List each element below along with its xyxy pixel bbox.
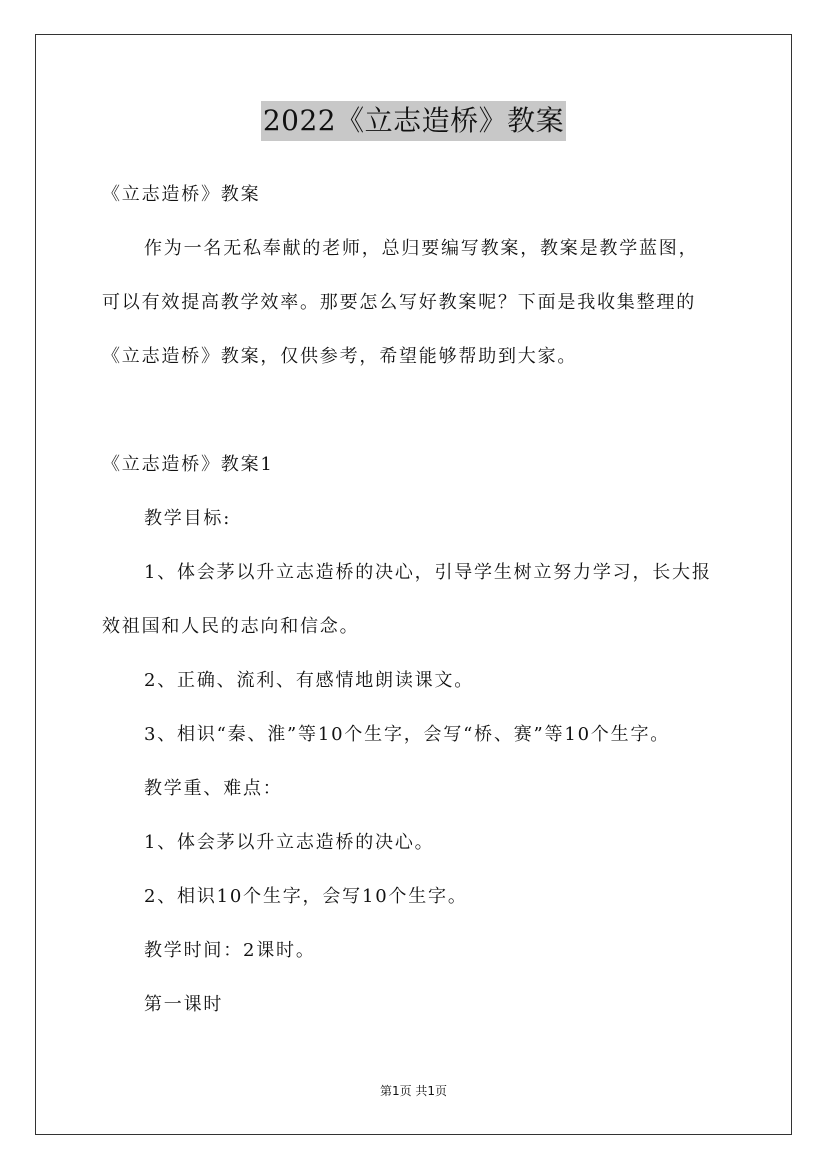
objective-1-line-1: 1、体会茅以升立志造桥的决心，引导学生树立努力学习，长大报: [144, 562, 712, 583]
page-footer: 第1页 共1页: [379, 1084, 448, 1098]
objective-1-line-2: 效祖国和人民的志向和信念。: [102, 616, 360, 637]
document-title: 2022《立志造桥》教案: [261, 101, 566, 141]
first-lesson-heading: 第一课时: [144, 994, 224, 1015]
key-point-2: 2、相识10个生字，会写10个生字。: [144, 886, 468, 907]
intro-line-1: 作为一名无私奉献的老师，总归要编写教案，教案是教学蓝图，: [144, 238, 699, 259]
objective-2: 2、正确、流利、有感情地朗读课文。: [144, 670, 475, 691]
key-point-1: 1、体会茅以升立志造桥的决心。: [144, 832, 435, 853]
intro-line-3: 《立志造桥》教案，仅供参考，希望能够帮助到大家。: [102, 346, 578, 367]
section-heading: 《立志造桥》教案1: [102, 454, 274, 475]
subtitle-line: 《立志造桥》教案: [102, 184, 261, 205]
objective-3: 3、相识“秦、淮”等10个生字，会写“桥、赛”等10个生字。: [144, 724, 671, 745]
teaching-time: 教学时间：2课时。: [144, 940, 316, 961]
intro-line-2: 可以有效提高教学效率。那要怎么写好教案呢？下面是我收集整理的: [102, 292, 696, 313]
title-container: [0, 101, 827, 141]
objectives-heading: 教学目标:: [144, 508, 232, 529]
key-points-heading: 教学重、难点：: [144, 778, 283, 799]
